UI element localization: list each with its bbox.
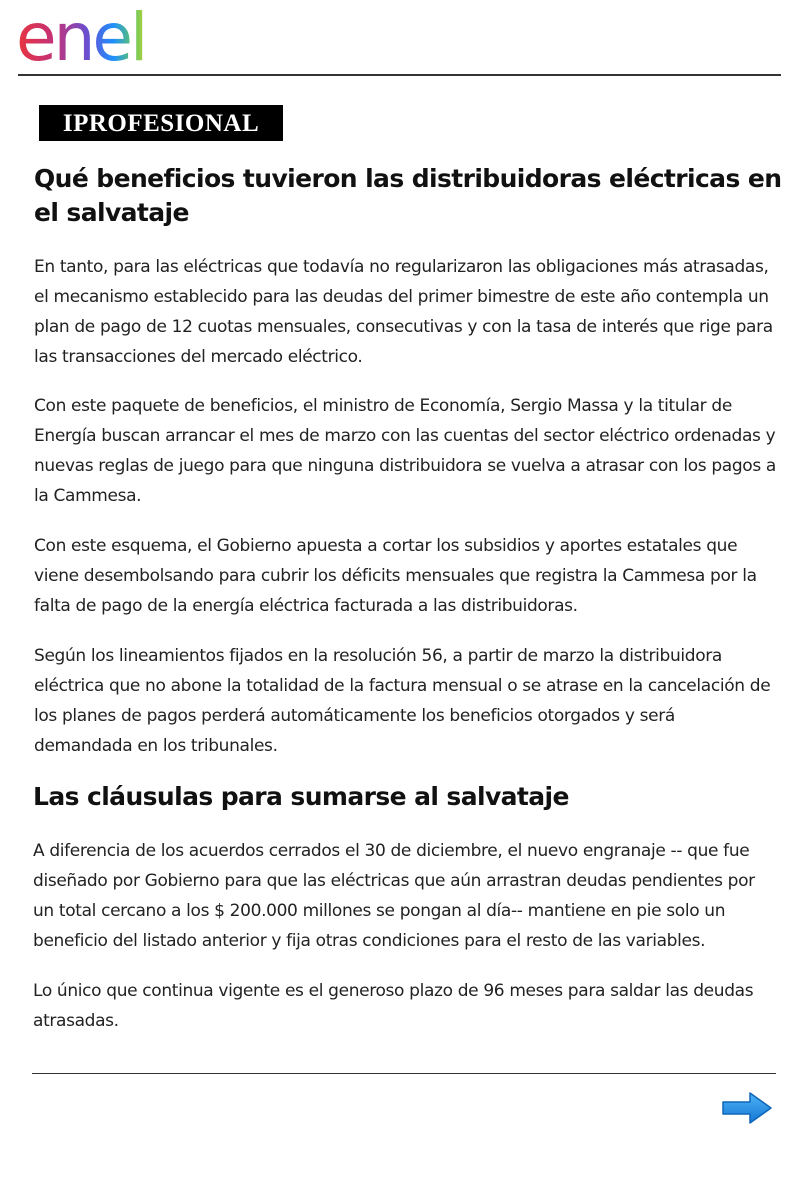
next-page-button[interactable] xyxy=(720,1090,774,1126)
enel-logo xyxy=(16,4,182,68)
paragraph: Lo único que continua vigente es el generoso plazo de 96 meses para saldar las deudas atrasadas. xyxy=(33,981,754,1031)
enel-logo-text: enel xyxy=(16,4,146,68)
article-headline: Qué beneficios tuvieron las distribuidoras eléctricas en el salvataje xyxy=(34,164,782,227)
paragraph: En tanto, para las eléctricas que todavía no regularizaron las obligaciones más atrasadas, el mecanismo establecido para las deudas del primer bimestre de este año contempla un plan de pago de 12 cuotas mensuales, consecutivas y con la tasa de interés que rige para las transacciones del mercado eléctrico. xyxy=(34,257,773,367)
paragraph: A diferencia de los acuerdos cerrados el 30 de diciembre, el nuevo engranaje -- que fue diseñado por Gobierno para que las eléctricas que aún arrastran deudas pendientes por un total cercano a los $ 200.000 millones se pongan al día-- mantiene en pie solo un beneficio del listado anterior y fija otras condiciones para el resto de las variables. xyxy=(33,841,755,951)
header-divider xyxy=(18,74,781,76)
paragraph: Con este esquema, el Gobierno apuesta a cortar los subsidios y aportes estatales que viene desembolsando para cubrir los déficits mensuales que registra la Cammesa por la falta de pago de la energía eléctrica facturada a las distribuidoras. xyxy=(34,536,757,616)
section-subheading: Las cláusulas para sumarse al salvataje xyxy=(33,782,569,811)
footer-divider xyxy=(32,1073,776,1074)
paragraph: Con este paquete de beneficios, el ministro de Economía, Sergio Massa y la titular de Energía buscan arrancar el mes de marzo con las cuentas del sector eléctrico ordenadas y nuevas reglas de juego para que ninguna distribuidora se vuelva a atrasar con los pagos a la Cammesa. xyxy=(34,396,776,506)
enel-logo-graphic xyxy=(16,4,182,68)
paragraph: Según los lineamientos fijados en la resolución 56, a partir de marzo la distribuidora eléctrica que no abone la totalidad de la factura mensual o se atrase en la cancelación de los planes de pagos perderá automáticamente los beneficios otorgados y será demandada en los tribunales. xyxy=(34,646,771,756)
source-badge: IPROFESIONAL xyxy=(39,105,283,141)
arrow-right-icon xyxy=(720,1090,774,1126)
